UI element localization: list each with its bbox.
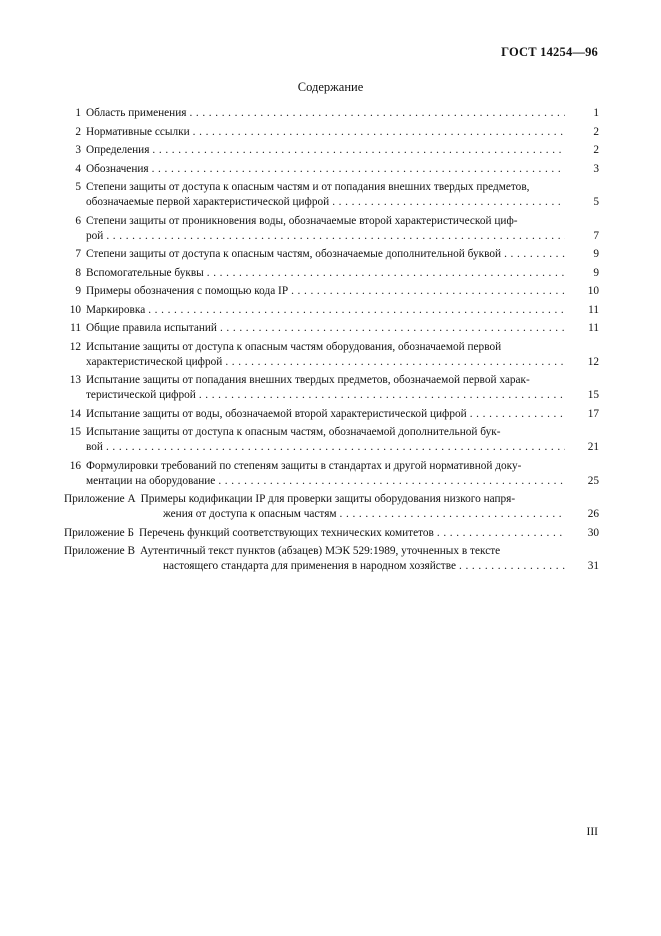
toc-entry-text-wrap [86,229,571,244]
page-folio: III [586,826,598,838]
toc-entry-page: 5 [593,196,599,208]
toc-entry-page: 12 [587,355,599,368]
toc-entry-title: Степени защиты от доступа к опасным частям и от попадания внешних твердых предметов, [86,181,530,193]
toc-entry[interactable] [64,459,599,489]
toc-entry-text-wrap [86,195,571,210]
dot-leader [470,407,565,422]
toc-entry-number: 12 [69,340,81,353]
toc-entry-line [64,440,599,455]
toc-entry-title: Степени защиты от проникновения воды, обозначаемые второй характеристической циф- [86,214,518,227]
toc-entry[interactable] [64,143,599,158]
toc-annex-entry[interactable] [64,544,599,574]
annex-label: Приложение Б [64,526,134,539]
toc-annex-line [64,544,599,559]
toc-entry-line [64,195,599,210]
toc-entry-number: 13 [69,374,81,386]
toc-entry-line [64,125,599,140]
toc-entry-page: 10 [587,285,599,297]
dot-leader [220,321,565,336]
toc-entry-line [64,247,599,262]
toc-entry-line [64,425,599,440]
toc-entry-number: 10 [69,303,81,316]
toc-title: Содержание [297,80,364,94]
toc-entry-text-wrap [81,303,571,318]
toc-annex-line [64,526,599,541]
toc-entry-line [64,407,599,422]
toc-entry-page: 9 [593,248,599,260]
toc-entry-line [64,388,599,403]
toc-entry-text-wrap [86,388,571,403]
toc-entry-page: 15 [587,389,599,401]
toc-entry-title: Испытание защиты от доступа к опасным частям оборудования, обозначаемой первой [86,340,502,353]
toc-entry-text-wrap [81,321,571,336]
toc-entry-page: 2 [593,144,599,156]
document-code: ГОСТ 14254—96 [501,45,598,59]
toc-annex-line [64,507,599,522]
toc-entry-line [64,180,599,195]
toc-entry-page: 3 [593,162,599,175]
toc-entry-title: Формулировки требований по степеням защиты в стандартах и другой нормативной доку- [86,459,522,472]
toc-entry-page: 17 [587,407,599,420]
toc-entry-title: характеристической цифрой [86,355,223,368]
toc-entry-page: 2 [593,125,599,138]
toc-entry-line [64,340,599,355]
toc-entry-title: теристической цифрой [86,389,196,401]
toc-entry[interactable] [64,303,599,318]
toc-entry-text-wrap [86,355,571,370]
toc-entry-page: 9 [593,266,599,279]
toc-entry-text-wrap [86,440,571,455]
dot-leader [193,125,565,140]
toc-entry-text-wrap [81,180,599,195]
toc-entry-text-wrap [81,162,571,177]
toc-entry[interactable] [64,180,599,210]
toc-entry-line [64,303,599,318]
annex-label: Приложение В [64,545,135,557]
toc-entry-number: 3 [75,144,81,156]
annex-page: 26 [587,508,599,520]
toc-entry-number: 9 [75,285,81,297]
toc-entry-line [64,214,599,229]
toc-entry-line [64,355,599,370]
toc-entry-line [64,459,599,474]
toc-entry-text-wrap [81,106,571,121]
toc-annex-text-wrap [134,526,571,541]
toc-entry-title: Вспомогательные буквы [86,266,204,279]
dot-leader [189,106,565,121]
toc-entry-line [64,284,599,299]
toc-entry[interactable] [64,373,599,403]
toc-entry[interactable] [64,247,599,262]
toc-entry-text-wrap [81,340,599,355]
toc-entry[interactable] [64,425,599,455]
toc-entry-text-wrap [81,284,571,299]
toc-entry-text-wrap [81,407,571,422]
toc-entry-number: 7 [75,248,81,260]
toc-entry-title: Область применения [86,107,187,119]
annex-title: жения от доступа к опасным частям [163,508,337,520]
toc-entry[interactable] [64,284,599,299]
toc-entry-title: Испытание защиты от воды, обозначаемой второй характеристической цифрой [86,407,467,420]
toc-entry-number: 5 [75,181,81,193]
dot-leader [332,195,565,210]
dot-leader [225,355,565,370]
dot-leader [152,143,565,158]
toc-entry-title: Испытание защиты от доступа к опасным частям, обозначаемой дополнительной бук- [86,426,501,438]
toc-entry-line [64,373,599,388]
toc-entry-title: вой [86,441,103,453]
toc-entry-page: 21 [587,441,599,453]
toc-annex-text-wrap [163,507,571,522]
toc-entry-number: 16 [69,459,81,472]
toc-entry-line [64,229,599,244]
toc-entry-page: 25 [587,474,599,487]
toc-annex-entry[interactable] [64,526,599,541]
toc-entry[interactable] [64,407,599,422]
toc-annex-text-wrap [135,544,599,559]
toc-entry-number: 14 [69,407,81,420]
toc-annex-text-wrap [163,559,571,574]
toc-entry-page: 11 [588,322,599,334]
toc-entry-text-wrap [81,143,571,158]
dot-leader [106,440,565,455]
toc-entry[interactable] [64,266,599,281]
toc-entry[interactable] [64,162,599,177]
toc-entry-text-wrap [81,373,599,388]
toc-entry-number: 6 [75,214,81,227]
toc-entry[interactable] [64,214,599,244]
toc-entry-title: Степени защиты от доступа к опасным частям, обозначаемые дополнительной буквой [86,248,502,260]
toc-entry-page: 7 [593,229,599,242]
toc-entry-title: обозначаемые первой характеристической цифрой [86,196,330,208]
dot-leader [459,559,565,574]
annex-title: Перечень функций соответствующих технических комитетов [138,526,434,539]
toc-entry-line [64,321,599,336]
toc-entry-text-wrap [81,214,599,229]
toc-entry-text-wrap [81,459,599,474]
dot-leader [218,474,565,489]
dot-leader [291,284,565,299]
toc-entry-title: Маркировка [86,303,146,316]
toc-entry-number: 11 [70,322,81,334]
toc-entry-line [64,106,599,121]
toc-entry-number: 15 [69,426,81,438]
toc-entry-text-wrap [81,266,571,281]
dot-leader [106,229,565,244]
dot-leader [148,303,565,318]
dot-leader [437,526,565,541]
dot-leader [207,266,565,281]
dot-leader [199,388,565,403]
annex-label: Приложение А [64,493,136,505]
annex-page: 30 [587,526,599,539]
toc-entry[interactable] [64,321,599,336]
toc-entry-title: Обозначения [86,162,149,175]
toc-entry-number: 4 [75,162,81,175]
dot-leader [152,162,565,177]
toc-entry-text-wrap [81,125,571,140]
toc-entry-page: 11 [588,303,599,316]
toc-annex-entry[interactable] [64,492,599,522]
toc-entry-text-wrap [81,425,599,440]
toc-entry-title: Испытание защиты от попадания внешних твердых предметов, обозначаемой первой харак- [86,374,530,386]
annex-title: настоящего стандарта для применения в народном хозяйстве [163,560,457,572]
toc-entry[interactable] [64,125,599,140]
dot-leader [504,247,565,262]
toc-entry-number: 8 [75,266,81,279]
toc-entry-text-wrap [81,247,571,262]
toc-entry-line [64,474,599,489]
toc-entry-title: Примеры обозначения с помощью кода IP [86,285,289,297]
toc-entry-title: Общие правила испытаний [86,322,217,334]
toc-entry-number: 1 [75,107,81,119]
toc-annex-line [64,559,599,574]
toc-entry-title: ментации на оборудование [86,474,216,487]
toc-entry-title: Нормативные ссылки [86,125,190,138]
toc-entry-line [64,143,599,158]
toc-entry-title: рой [86,229,104,242]
toc-entry[interactable] [64,106,599,121]
toc-entry-page: 1 [593,107,599,119]
dot-leader [340,507,565,522]
toc-entry-title: Определения [86,144,150,156]
annex-title: Аутентичный текст пунктов (абзацев) МЭК 529:1989, уточненных в тексте [140,545,501,557]
toc-entry-line [64,162,599,177]
annex-page: 31 [587,560,599,572]
annex-title: Примеры кодификации IP для проверки защиты оборудования низкого напря- [140,493,516,505]
table-of-contents [64,106,599,578]
toc-entry-line [64,266,599,281]
toc-entry[interactable] [64,340,599,370]
toc-entry-number: 2 [75,125,81,138]
toc-entry-text-wrap [86,474,571,489]
toc-annex-line [64,492,599,507]
toc-annex-text-wrap [136,492,599,507]
